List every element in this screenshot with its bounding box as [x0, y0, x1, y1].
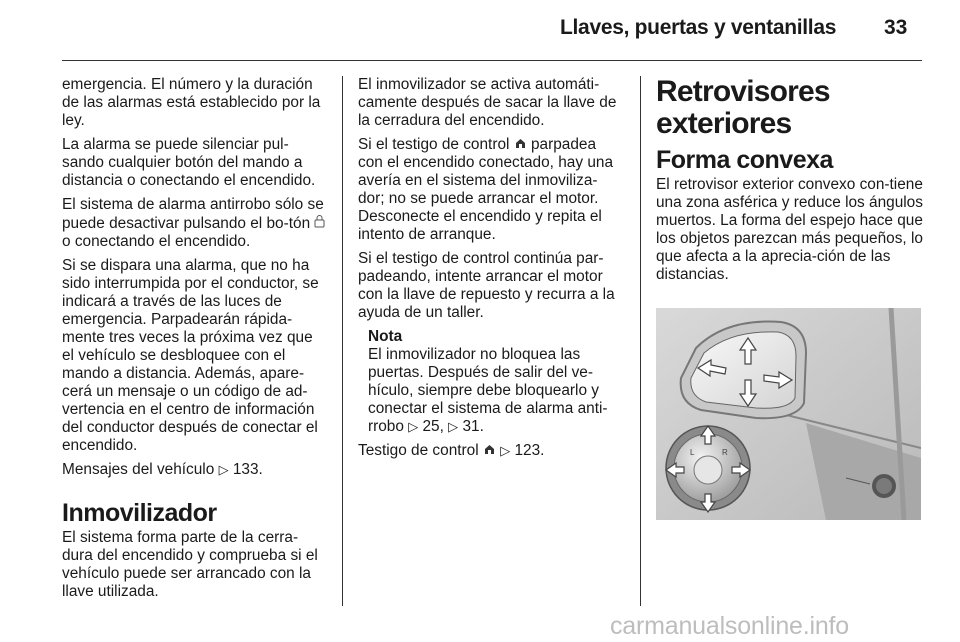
section-heading: Forma convexa [656, 146, 833, 174]
header-title: Llaves, puertas y ventanillas [560, 16, 837, 39]
paragraph: La alarma se puede silenciar pul-sando cualquier botón del mando a distancia o conectando el encendido. [62, 136, 316, 189]
lock-button-icon [314, 214, 325, 228]
page-number: 33 [884, 16, 908, 39]
cross-reference-icon: ▷ [408, 419, 419, 434]
paragraph [358, 442, 624, 460]
paragraph [62, 196, 328, 251]
paragraph: El inmovilizador se activa automáti-camente después de sacar la llave de la cerradura del encendido. [358, 76, 617, 129]
column-divider [342, 76, 343, 606]
paragraph: emergencia. El número y la duración de las alarmas está establecido por la ley. [62, 76, 321, 129]
text: Testigo de control [358, 442, 483, 459]
text: 31. [458, 418, 484, 435]
column-divider [640, 76, 641, 606]
cross-reference-icon: ▷ [218, 462, 229, 477]
text: El inmovilizador no bloquea las puertas. Después de salir del ve-hículo, siempre debe bloquearlo y conectar el sistema de alarma anti-rrobo [368, 346, 608, 435]
paragraph: Si el testigo de control continúa par-padeando, intente arrancar el motor con la llave de repuesto y recurra a la ayuda de un taller. [358, 250, 615, 321]
section-heading: Inmovilizador [62, 499, 217, 527]
paragraph: El sistema forma parte de la cerra-dura del encendido y comprueba si el vehículo puede ser arrancado con la llave utilizada. [62, 529, 318, 600]
paragraph: El retrovisor exterior convexo con-tiene una zona asférica y reduce los ángulos muertos. La forma del espejo hace que los objetos parezcan más pequeños, lo que afecta a la aprecia-ción de las distancias. [656, 176, 923, 283]
paragraph [62, 461, 328, 479]
header-rule [62, 60, 922, 61]
immobilizer-warning-icon [514, 137, 527, 149]
note-text [368, 346, 624, 436]
right-mirror-label: R [722, 448, 728, 457]
text: parpadea con el encendido conectado, hay una avería en el sistema del inmoviliza-dor; no se puede arrancar el motor. Desconecte el encendido y repita el intento de arranque. [358, 136, 613, 243]
note-title: Nota [368, 328, 403, 345]
column-2 [358, 76, 624, 466]
paragraph [358, 136, 624, 244]
text: 25, [418, 418, 449, 435]
column-1 [62, 76, 328, 607]
paragraph: Si se dispara una alarma, que no ha sido interrumpida por el conductor, se indicará a través de las luces de emergencia. Parpadearán rápida-mente tres veces la próxima vez que el vehículo se desbloquee con el mando a distancia. Además, apare-cerá un mensaje o un código de ad-vertencia en el centro de información del conductor después de conectar el encendido. [62, 257, 319, 454]
text: 133. [228, 461, 263, 478]
chapter-heading: Retrovisores exteriores [656, 75, 830, 140]
immobilizer-warning-icon [483, 443, 496, 455]
text: Mensajes del vehículo [62, 461, 219, 478]
mirror-adjustment-illustration [656, 308, 921, 520]
cross-reference-icon: ▷ [448, 419, 459, 434]
note-box [368, 328, 624, 436]
watermark: carmanualsonline.info [610, 612, 850, 640]
text: Si el testigo de control [358, 136, 514, 153]
left-mirror-label: L [690, 448, 695, 457]
text: El sistema de alarma antirrobo sólo se puede desactivar pulsando el bo-tón [62, 196, 324, 232]
text: o conectando el encendido. [62, 233, 251, 250]
cross-reference-icon: ▷ [500, 443, 511, 458]
column-3 [656, 76, 926, 334]
text: 123. [510, 442, 545, 459]
